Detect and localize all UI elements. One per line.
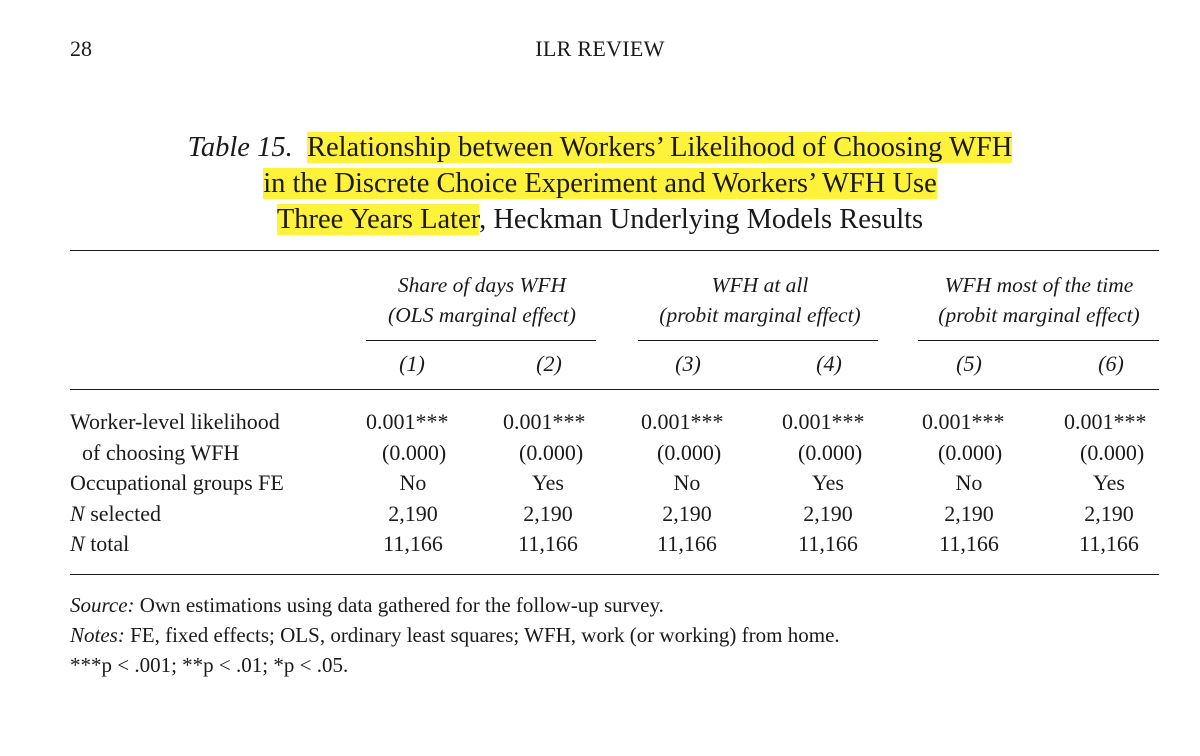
table-cell: (0.000) [657,440,722,465]
row-label-n-total [70,529,129,559]
title-highlight-line-1: Relationship between Workers’ Likelihood of Choosing WFH [306,132,1013,163]
table-cell: (0.000) [519,440,584,465]
group-header-line: WFH at all [711,273,809,297]
group-header-line: (OLS marginal effect) [388,303,576,327]
table-cell: 11,166 [798,531,858,556]
table-notes [70,590,840,680]
title-highlight-line-2: in the Discrete Choice Experiment and Workers’ WFH Use [263,168,937,199]
table-cell: 2,190 [944,501,994,526]
title-line-3-rest: , Heckman Underlying Models Results [479,204,924,235]
source-text: Own estimations using data gathered for the follow-up survey. [134,593,664,617]
row-label-text: selected [84,501,162,526]
table-cell: 11,166 [518,531,578,556]
group-header-line: (probit marginal effect) [659,303,861,327]
column-number: (5) [956,351,982,376]
table-cell: 0.001*** [641,409,724,434]
table-cell: 0.001*** [503,409,586,434]
row-label-choosing-wfh: of choosing WFH [82,440,240,465]
table-cell: 2,190 [388,501,438,526]
table-cell: Yes [811,470,844,495]
table-cell: 0.001*** [366,409,449,434]
source-label: Source: [70,593,135,617]
group-header-share-days [362,270,602,330]
group-header-line: Share of days WFH [397,273,567,297]
table-cell: 2,190 [523,501,573,526]
group-rule-1 [366,340,596,341]
column-number: (6) [1098,351,1124,376]
table-label: Table 15. [187,132,293,163]
table-cell: (0.000) [1080,440,1145,465]
notes-label: Notes: [70,623,125,647]
table-cell: 11,166 [939,531,999,556]
row-label-n-selected [70,499,161,529]
notes-text: FE, fixed effects; OLS, ordinary least squares; WFH, work (or working) from home. [124,623,840,647]
table-cell: Yes [531,470,564,495]
table-cell: 0.001*** [782,409,865,434]
table-cell: 0.001*** [922,409,1005,434]
table-cell: 11,166 [657,531,717,556]
table-cell: 11,166 [1079,531,1139,556]
row-label-likelihood: Worker-level likelihood [70,409,280,434]
group-header-line: WFH most of the time [944,273,1134,297]
table-cell: 2,190 [1084,501,1134,526]
column-number: (3) [675,351,701,376]
row-label-occupational-fe: Occupational groups FE [70,470,284,495]
title-highlight-line-3: Three Years Later [276,204,480,235]
page-number: 28 [70,36,92,61]
header-rule [70,389,1159,390]
journal-name: ILR REVIEW [535,36,665,61]
notes-note [70,620,840,650]
table-cell: (0.000) [938,440,1003,465]
top-rule [70,250,1159,251]
table-cell: 0.001*** [1064,409,1147,434]
table-cell: No [955,470,983,495]
column-number: (1) [399,351,425,376]
table-cell: 2,190 [803,501,853,526]
table-title [0,130,1200,238]
table-cell: No [673,470,701,495]
row-label-text: total [84,531,130,556]
table-cell: Yes [1092,470,1125,495]
n-symbol: N [70,501,85,526]
bottom-rule [70,574,1159,575]
table-cell: (0.000) [798,440,863,465]
significance-note: ***p < .001; **p < .01; *p < .05. [70,653,349,677]
column-number: (4) [816,351,842,376]
group-rule-2 [638,340,878,341]
column-number: (2) [536,351,562,376]
table-cell: No [399,470,427,495]
source-note [70,590,840,620]
group-header-wfh-at-all [640,270,880,330]
n-symbol: N [70,531,85,556]
group-header-wfh-most [918,270,1160,330]
table-cell: 11,166 [383,531,443,556]
group-rule-3 [918,340,1159,341]
table-cell: 2,190 [662,501,712,526]
group-header-line: (probit marginal effect) [938,303,1140,327]
table-cell: (0.000) [382,440,447,465]
